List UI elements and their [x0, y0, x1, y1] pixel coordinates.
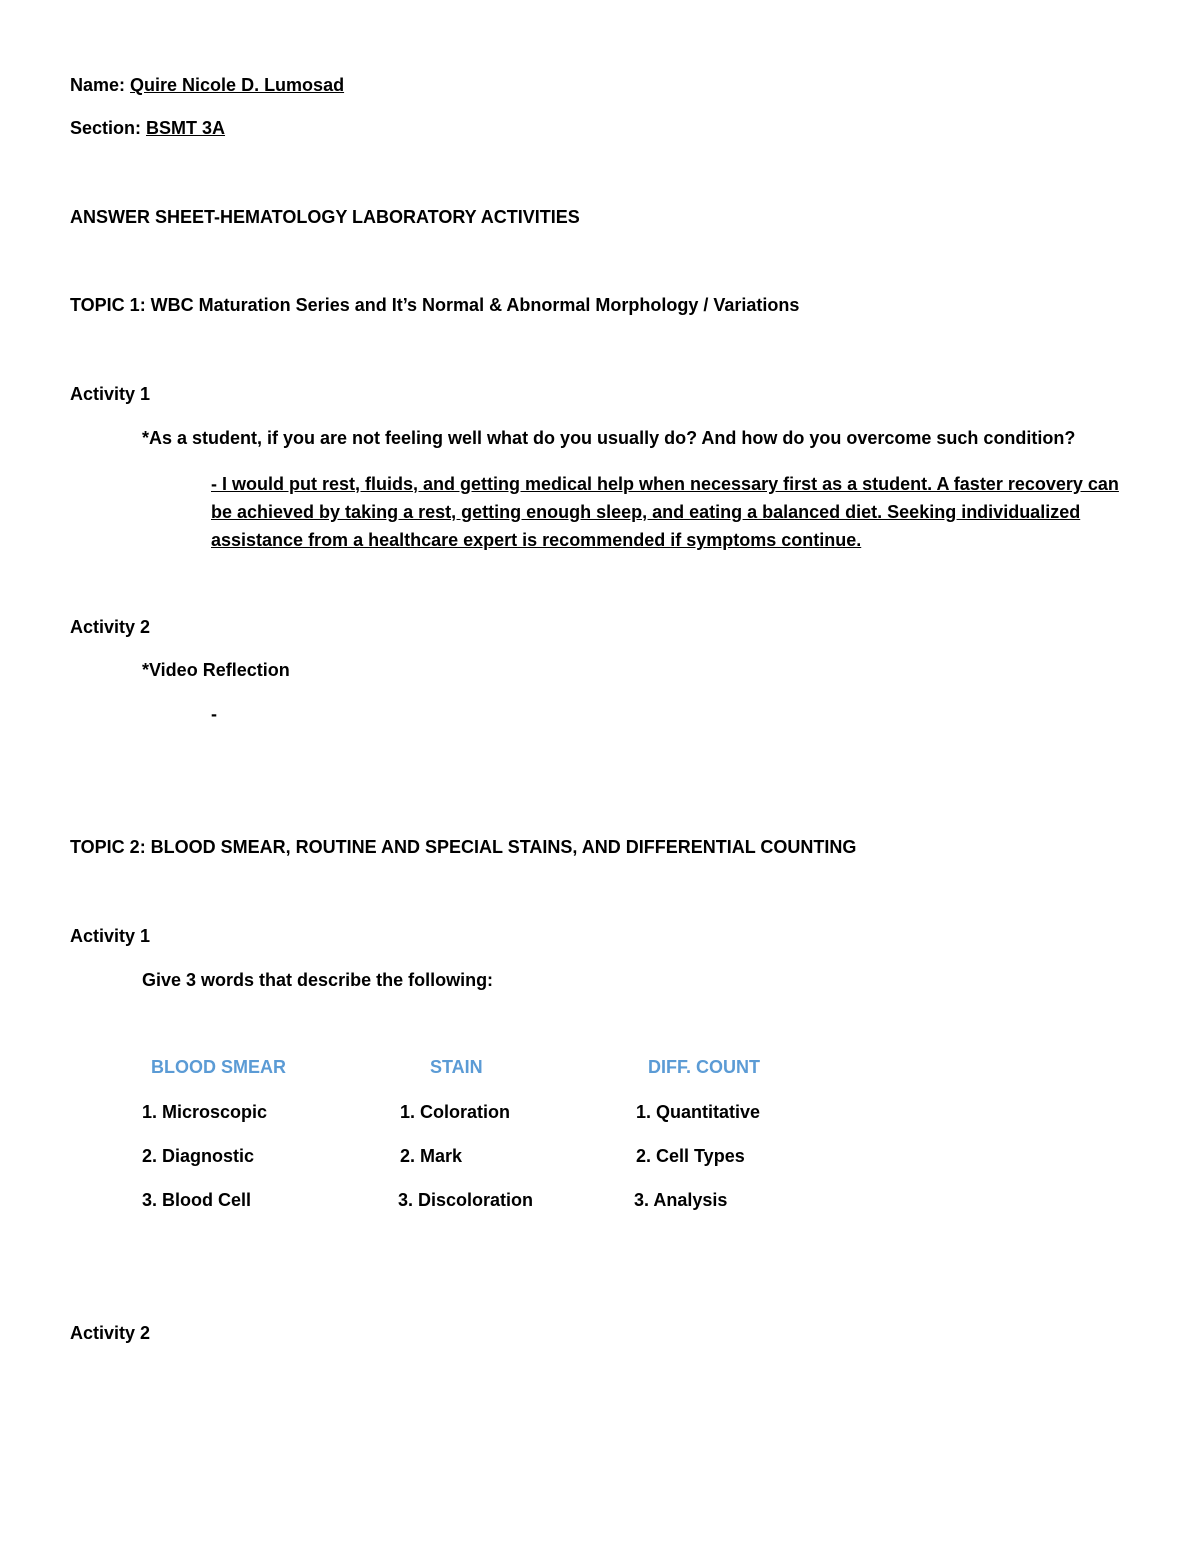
section-value: BSMT 3A: [146, 118, 226, 138]
topic2-activity1-label: Activity 1: [70, 926, 151, 946]
name-line: [70, 74, 344, 96]
topic1-activity2-prompt: *Video Reflection: [142, 660, 290, 680]
topic1-activity1-label: Activity 1: [70, 384, 151, 404]
name-value: Quire Nicole D. Lumosad: [130, 75, 345, 95]
topic1-activity2-answer: -: [211, 704, 217, 724]
diff-count-item-3: 3. Analysis: [634, 1190, 728, 1210]
topic1-activity1-question: *As a student, if you are not feeling well what do you usually do? And how do you overcome such condition?: [142, 428, 1076, 448]
document-title: ANSWER SHEET-HEMATOLOGY LABORATORY ACTIVITIES: [70, 207, 580, 227]
topic2-activity1-instruction: Give 3 words that describe the following:: [142, 970, 494, 990]
diff-count-item-2: 2. Cell Types: [636, 1146, 745, 1166]
stain-item-3: 3. Discoloration: [398, 1190, 534, 1210]
topic1-activity2-label: Activity 2: [70, 617, 151, 637]
column-heading-diff-count: DIFF. COUNT: [648, 1057, 760, 1077]
topic2-activity2-label: Activity 2: [70, 1323, 151, 1343]
topic1-activity1-answer: - I would put rest, fluids, and getting medical help when necessary first as a student. A faster recovery can be achieved by taking a rest, getting enough sleep, and eating a balanced diet. Seeking individualized assistance from a healthcare expert is recommended if symptoms continue.: [211, 474, 1119, 550]
name-label: Name:: [70, 75, 131, 95]
blood-smear-item-1: 1. Microscopic: [142, 1102, 268, 1122]
section-line: [70, 117, 225, 139]
topic2-heading: TOPIC 2: BLOOD SMEAR, ROUTINE AND SPECIAL STAINS, AND DIFFERENTIAL COUNTING: [70, 837, 857, 857]
column-heading-stain: STAIN: [430, 1057, 483, 1077]
section-label: Section:: [70, 118, 147, 138]
stain-item-2: 2. Mark: [400, 1146, 463, 1166]
column-heading-blood-smear: BLOOD SMEAR: [151, 1057, 286, 1077]
diff-count-item-1: 1. Quantitative: [636, 1102, 761, 1122]
stain-item-1: 1. Coloration: [400, 1102, 511, 1122]
topic1-heading: TOPIC 1: WBC Maturation Series and It’s Normal & Abnormal Morphology / Variations: [70, 295, 800, 315]
blood-smear-item-2: 2. Diagnostic: [142, 1146, 255, 1166]
blood-smear-item-3: 3. Blood Cell: [142, 1190, 252, 1210]
